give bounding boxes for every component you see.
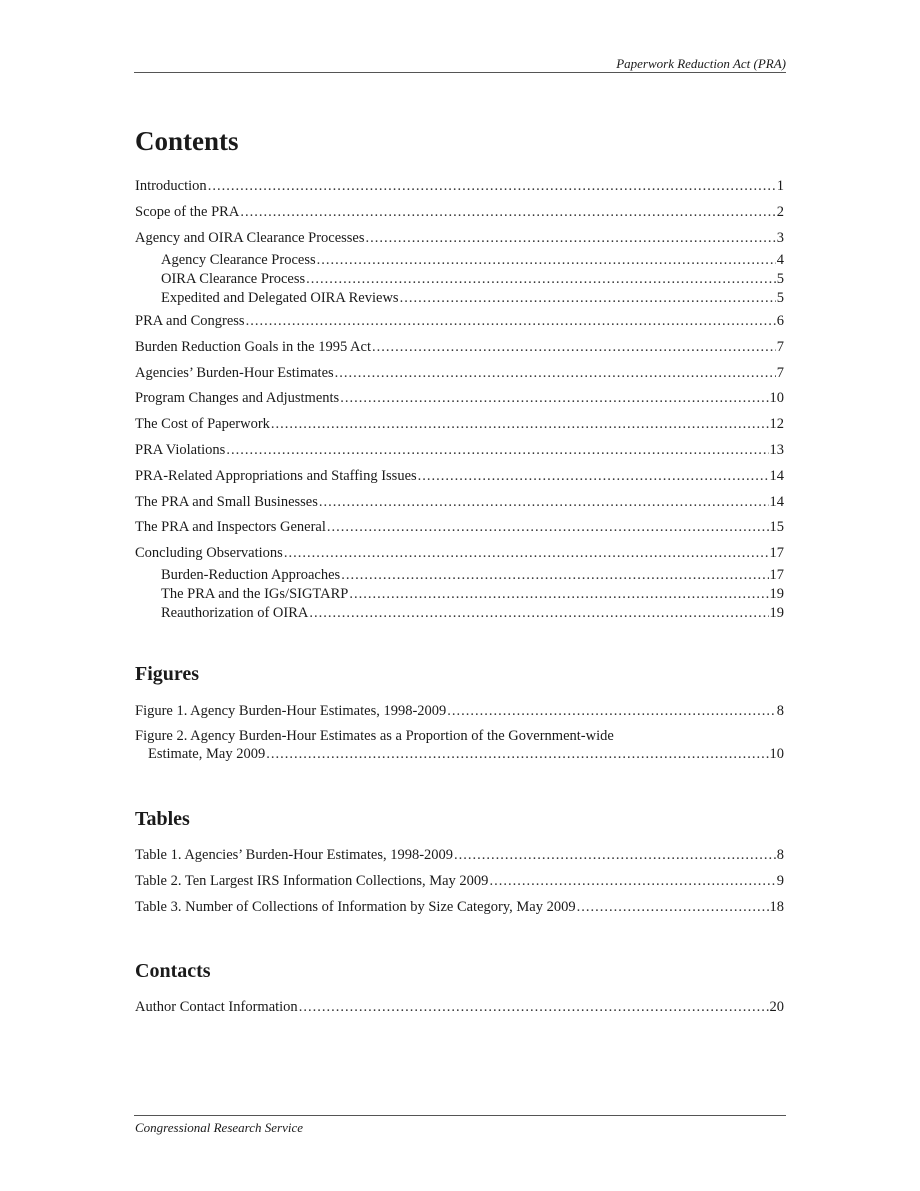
toc-entry-label: OIRA Clearance Process bbox=[161, 271, 306, 287]
header-rule bbox=[134, 72, 786, 73]
figures-heading: Figures bbox=[135, 663, 200, 685]
dot-leader bbox=[306, 270, 776, 288]
toc-page-number: 8 bbox=[776, 703, 784, 719]
toc-entry-label: The PRA and Small Businesses bbox=[135, 494, 318, 510]
dot-leader bbox=[400, 289, 776, 307]
toc-page-number: 8 bbox=[776, 847, 784, 863]
dot-leader bbox=[489, 872, 775, 890]
toc-entry-burden-goals[interactable] bbox=[135, 338, 784, 356]
toc-entry-label: Burden Reduction Goals in the 1995 Act bbox=[135, 339, 371, 355]
dot-leader bbox=[447, 702, 775, 720]
toc-page-number: 7 bbox=[776, 365, 784, 381]
toc-entry-label: Table 2. Ten Largest IRS Information Collections, May 2009 bbox=[135, 873, 489, 889]
toc-entry-agency-clearance[interactable] bbox=[161, 251, 784, 269]
toc-page-number: 3 bbox=[776, 230, 784, 246]
toc-entry-label: Introduction bbox=[135, 178, 207, 194]
dot-leader bbox=[226, 441, 768, 459]
toc-page-number: 7 bbox=[776, 339, 784, 355]
toc-entry-pra-congress[interactable] bbox=[135, 312, 784, 330]
toc-entry-author-contact[interactable] bbox=[135, 998, 784, 1016]
toc-entry-program-changes[interactable] bbox=[135, 389, 784, 407]
toc-entry-pra-violations[interactable] bbox=[135, 441, 784, 459]
toc-entry-label: PRA Violations bbox=[135, 442, 226, 458]
toc-entry-expedited-reviews[interactable] bbox=[161, 289, 784, 307]
contacts-heading: Contacts bbox=[135, 960, 211, 982]
toc-entry-label: Reauthorization of OIRA bbox=[161, 605, 309, 621]
toc-entry-label: Agencies’ Burden-Hour Estimates bbox=[135, 365, 334, 381]
dot-leader bbox=[335, 364, 776, 382]
toc-entry-label: The PRA and the IGs/SIGTARP bbox=[161, 586, 349, 602]
toc-page-number: 5 bbox=[776, 290, 784, 306]
toc-page-number: 9 bbox=[776, 873, 784, 889]
toc-entry-introduction[interactable] bbox=[135, 177, 784, 195]
toc-page-number: 10 bbox=[769, 390, 784, 406]
dot-leader bbox=[284, 544, 769, 562]
toc-entry-table-1[interactable] bbox=[135, 846, 784, 864]
running-footer: Congressional Research Service bbox=[135, 1120, 303, 1135]
toc-page-number: 2 bbox=[776, 204, 784, 220]
dot-leader bbox=[208, 177, 776, 195]
toc-entry-label: Scope of the PRA bbox=[135, 204, 240, 220]
dot-leader bbox=[327, 518, 769, 536]
toc-page-number: 5 bbox=[776, 271, 784, 287]
toc-entry-appropriations-staffing[interactable] bbox=[135, 467, 784, 485]
toc-page-number: 6 bbox=[776, 313, 784, 329]
dot-leader bbox=[309, 604, 768, 622]
toc-page-number: 12 bbox=[769, 416, 784, 432]
dot-leader bbox=[319, 493, 769, 511]
toc-entry-label: PRA-Related Appropriations and Staffing Issues bbox=[135, 468, 417, 484]
toc-entry-label: Expedited and Delegated OIRA Reviews bbox=[161, 290, 399, 306]
toc-page-number: 1 bbox=[776, 178, 784, 194]
toc-entry-label: Figure 1. Agency Burden-Hour Estimates, 1998-2009 bbox=[135, 703, 447, 719]
toc-page-number: 17 bbox=[769, 567, 784, 583]
toc-entry-label: Author Contact Information bbox=[135, 999, 298, 1015]
dot-leader bbox=[454, 846, 776, 864]
toc-entry-cost-of-paperwork[interactable] bbox=[135, 415, 784, 433]
toc-entry-label: The PRA and Inspectors General bbox=[135, 519, 326, 535]
dot-leader bbox=[366, 229, 776, 247]
dot-leader bbox=[418, 467, 769, 485]
toc-entry-label: Table 1. Agencies’ Burden-Hour Estimates, 1998-2009 bbox=[135, 847, 454, 863]
toc-entry-label: Estimate, May 2009 bbox=[148, 746, 266, 762]
contents-title: Contents bbox=[135, 126, 239, 156]
toc-entry-concluding-observations[interactable] bbox=[135, 544, 784, 562]
dot-leader bbox=[349, 585, 768, 603]
dot-leader bbox=[299, 998, 769, 1016]
toc-entry-table-2[interactable] bbox=[135, 872, 784, 890]
toc-page-number: 17 bbox=[769, 545, 784, 561]
toc-entry-label: Concluding Observations bbox=[135, 545, 283, 561]
toc-page-number: 19 bbox=[769, 586, 784, 602]
toc-entry-label: Program Changes and Adjustments bbox=[135, 390, 340, 406]
toc-page-number: 18 bbox=[769, 899, 784, 915]
toc-entry-clearance-processes[interactable] bbox=[135, 229, 784, 247]
toc-entry-label: Table 3. Number of Collections of Information by Size Category, May 2009 bbox=[135, 899, 576, 915]
toc-page-number: 19 bbox=[769, 605, 784, 621]
dot-leader bbox=[266, 745, 768, 763]
toc-entry-oira-clearance[interactable] bbox=[161, 270, 784, 288]
toc-page-number: 4 bbox=[776, 252, 784, 268]
toc-entry-figure-1[interactable] bbox=[135, 702, 784, 720]
toc-page-number: 14 bbox=[769, 494, 784, 510]
toc-entry-reauthorization-oira[interactable] bbox=[161, 604, 784, 622]
document-page bbox=[134, 0, 786, 1191]
tables-heading: Tables bbox=[135, 808, 190, 830]
dot-leader bbox=[240, 203, 775, 221]
footer-rule bbox=[134, 1115, 786, 1116]
toc-entry-figure-2-line1[interactable] bbox=[135, 727, 784, 745]
dot-leader bbox=[340, 389, 768, 407]
dot-leader bbox=[341, 566, 768, 584]
toc-entry-table-3[interactable] bbox=[135, 898, 784, 916]
toc-entry-label: Agency and OIRA Clearance Processes bbox=[135, 230, 365, 246]
toc-entry-scope[interactable] bbox=[135, 203, 784, 221]
toc-entry-label: Figure 2. Agency Burden-Hour Estimates as a Proportion of the Government-wide bbox=[135, 728, 614, 744]
toc-page-number: 13 bbox=[769, 442, 784, 458]
dot-leader bbox=[577, 898, 769, 916]
toc-page-number: 15 bbox=[769, 519, 784, 535]
toc-entry-igs-sigtarp[interactable] bbox=[161, 585, 784, 603]
dot-leader bbox=[372, 338, 776, 356]
dot-leader bbox=[317, 251, 776, 269]
toc-entry-burden-hour-estimates[interactable] bbox=[135, 364, 784, 382]
toc-entry-label: Agency Clearance Process bbox=[161, 252, 316, 268]
toc-entry-label: Burden-Reduction Approaches bbox=[161, 567, 341, 583]
toc-entry-label: The Cost of Paperwork bbox=[135, 416, 270, 432]
toc-entry-label: PRA and Congress bbox=[135, 313, 245, 329]
running-header: Paperwork Reduction Act (PRA) bbox=[616, 56, 786, 71]
toc-entry-small-businesses[interactable] bbox=[135, 493, 784, 511]
dot-leader bbox=[246, 312, 776, 330]
toc-entry-burden-reduction-approaches[interactable] bbox=[161, 566, 784, 584]
toc-entry-inspectors-general[interactable] bbox=[135, 518, 784, 536]
toc-entry-figure-2-line2[interactable] bbox=[148, 745, 784, 763]
dot-leader bbox=[271, 415, 769, 433]
toc-page-number: 20 bbox=[769, 999, 784, 1015]
toc-page-number: 10 bbox=[769, 746, 784, 762]
toc-page-number: 14 bbox=[769, 468, 784, 484]
